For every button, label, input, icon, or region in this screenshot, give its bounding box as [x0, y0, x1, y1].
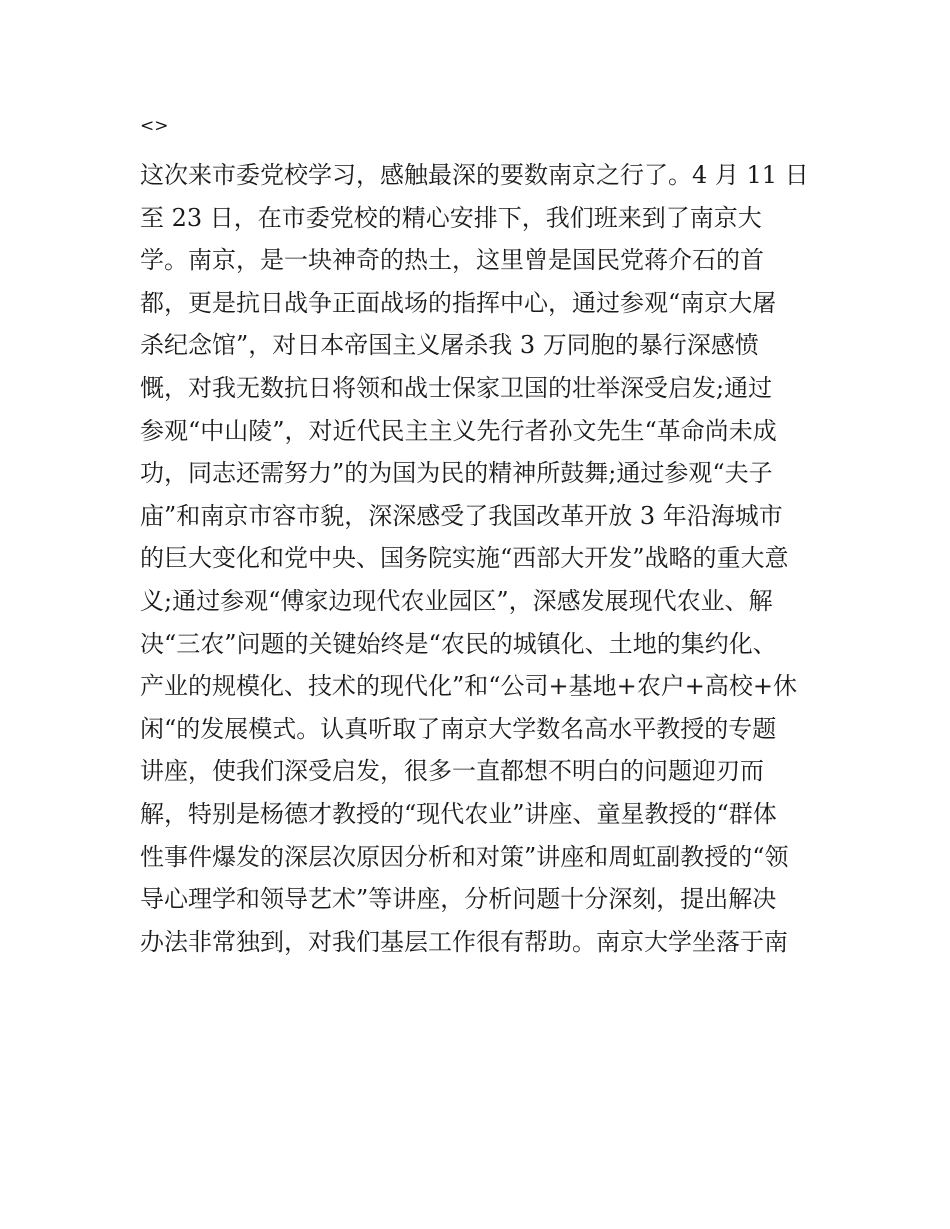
text-line: 都，更是抗日战争正面战场的指挥中心，通过参观“南京大屠	[140, 288, 777, 317]
text-line: 产业的规模化、技术的现代化”和“公司+基地+农户+高校+休	[140, 672, 797, 701]
text-line: 决“三农”问题的关键始终是“农民的城镇化、土地的集约化、	[140, 629, 777, 658]
text-line: 的巨大变化和党中央、国务院实施“西部大开发”战略的重大意	[140, 544, 789, 573]
empty-tag-marker: <>	[140, 116, 169, 136]
text-line: 杀纪念馆”，对日本帝国主义屠杀我 3 万同胞的暴行深感愤	[140, 331, 759, 360]
text-line: 导心理学和领导艺术”等讲座，分析问题十分深刻，提出解决	[140, 885, 777, 914]
text-line: 慨，对我无数抗日将领和战士保家卫国的壮举深受启发;通过	[140, 373, 773, 402]
text-line: 参观“中山陵”，对近代民主主义先行者孙文先生“革命尚未成	[140, 416, 777, 445]
text-line: 功，同志还需努力”的为国为民的精神所鼓舞;通过参观“夫子	[140, 459, 773, 488]
text-line: 庙”和南京市容市貌，深深感受了我国改革开放 3 年沿海城市	[140, 501, 783, 530]
text-line: 解，特别是杨德才教授的“现代农业”讲座、童星教授的“群体	[140, 799, 777, 828]
body-paragraph	[140, 154, 820, 963]
text-line: 闲“的发展模式。认真听取了南京大学数名高水平教授的专题	[140, 714, 777, 743]
text-line: 这次来市委党校学习，感触最深的要数南京之行了。4 月 11 日	[140, 161, 809, 189]
text-line: 办法非常独到，对我们基层工作很有帮助。南京大学坐落于南	[140, 927, 788, 956]
text-line: 义;通过参观“傅家边现代农业园区”，深感发展现代农业、解	[140, 586, 773, 615]
text-line: 讲座，使我们深受启发，很多一直都想不明白的问题迎刃而	[140, 757, 764, 786]
text-line: 至 23 日，在市委党校的精心安排下，我们班来到了南京大	[140, 203, 762, 232]
text-line: 性事件爆发的深层次原因分析和对策”讲座和周虹副教授的“领	[140, 842, 789, 871]
text-line: 学。南京，是一块神奇的热土，这里曾是国民党蒋介石的首	[140, 246, 764, 275]
